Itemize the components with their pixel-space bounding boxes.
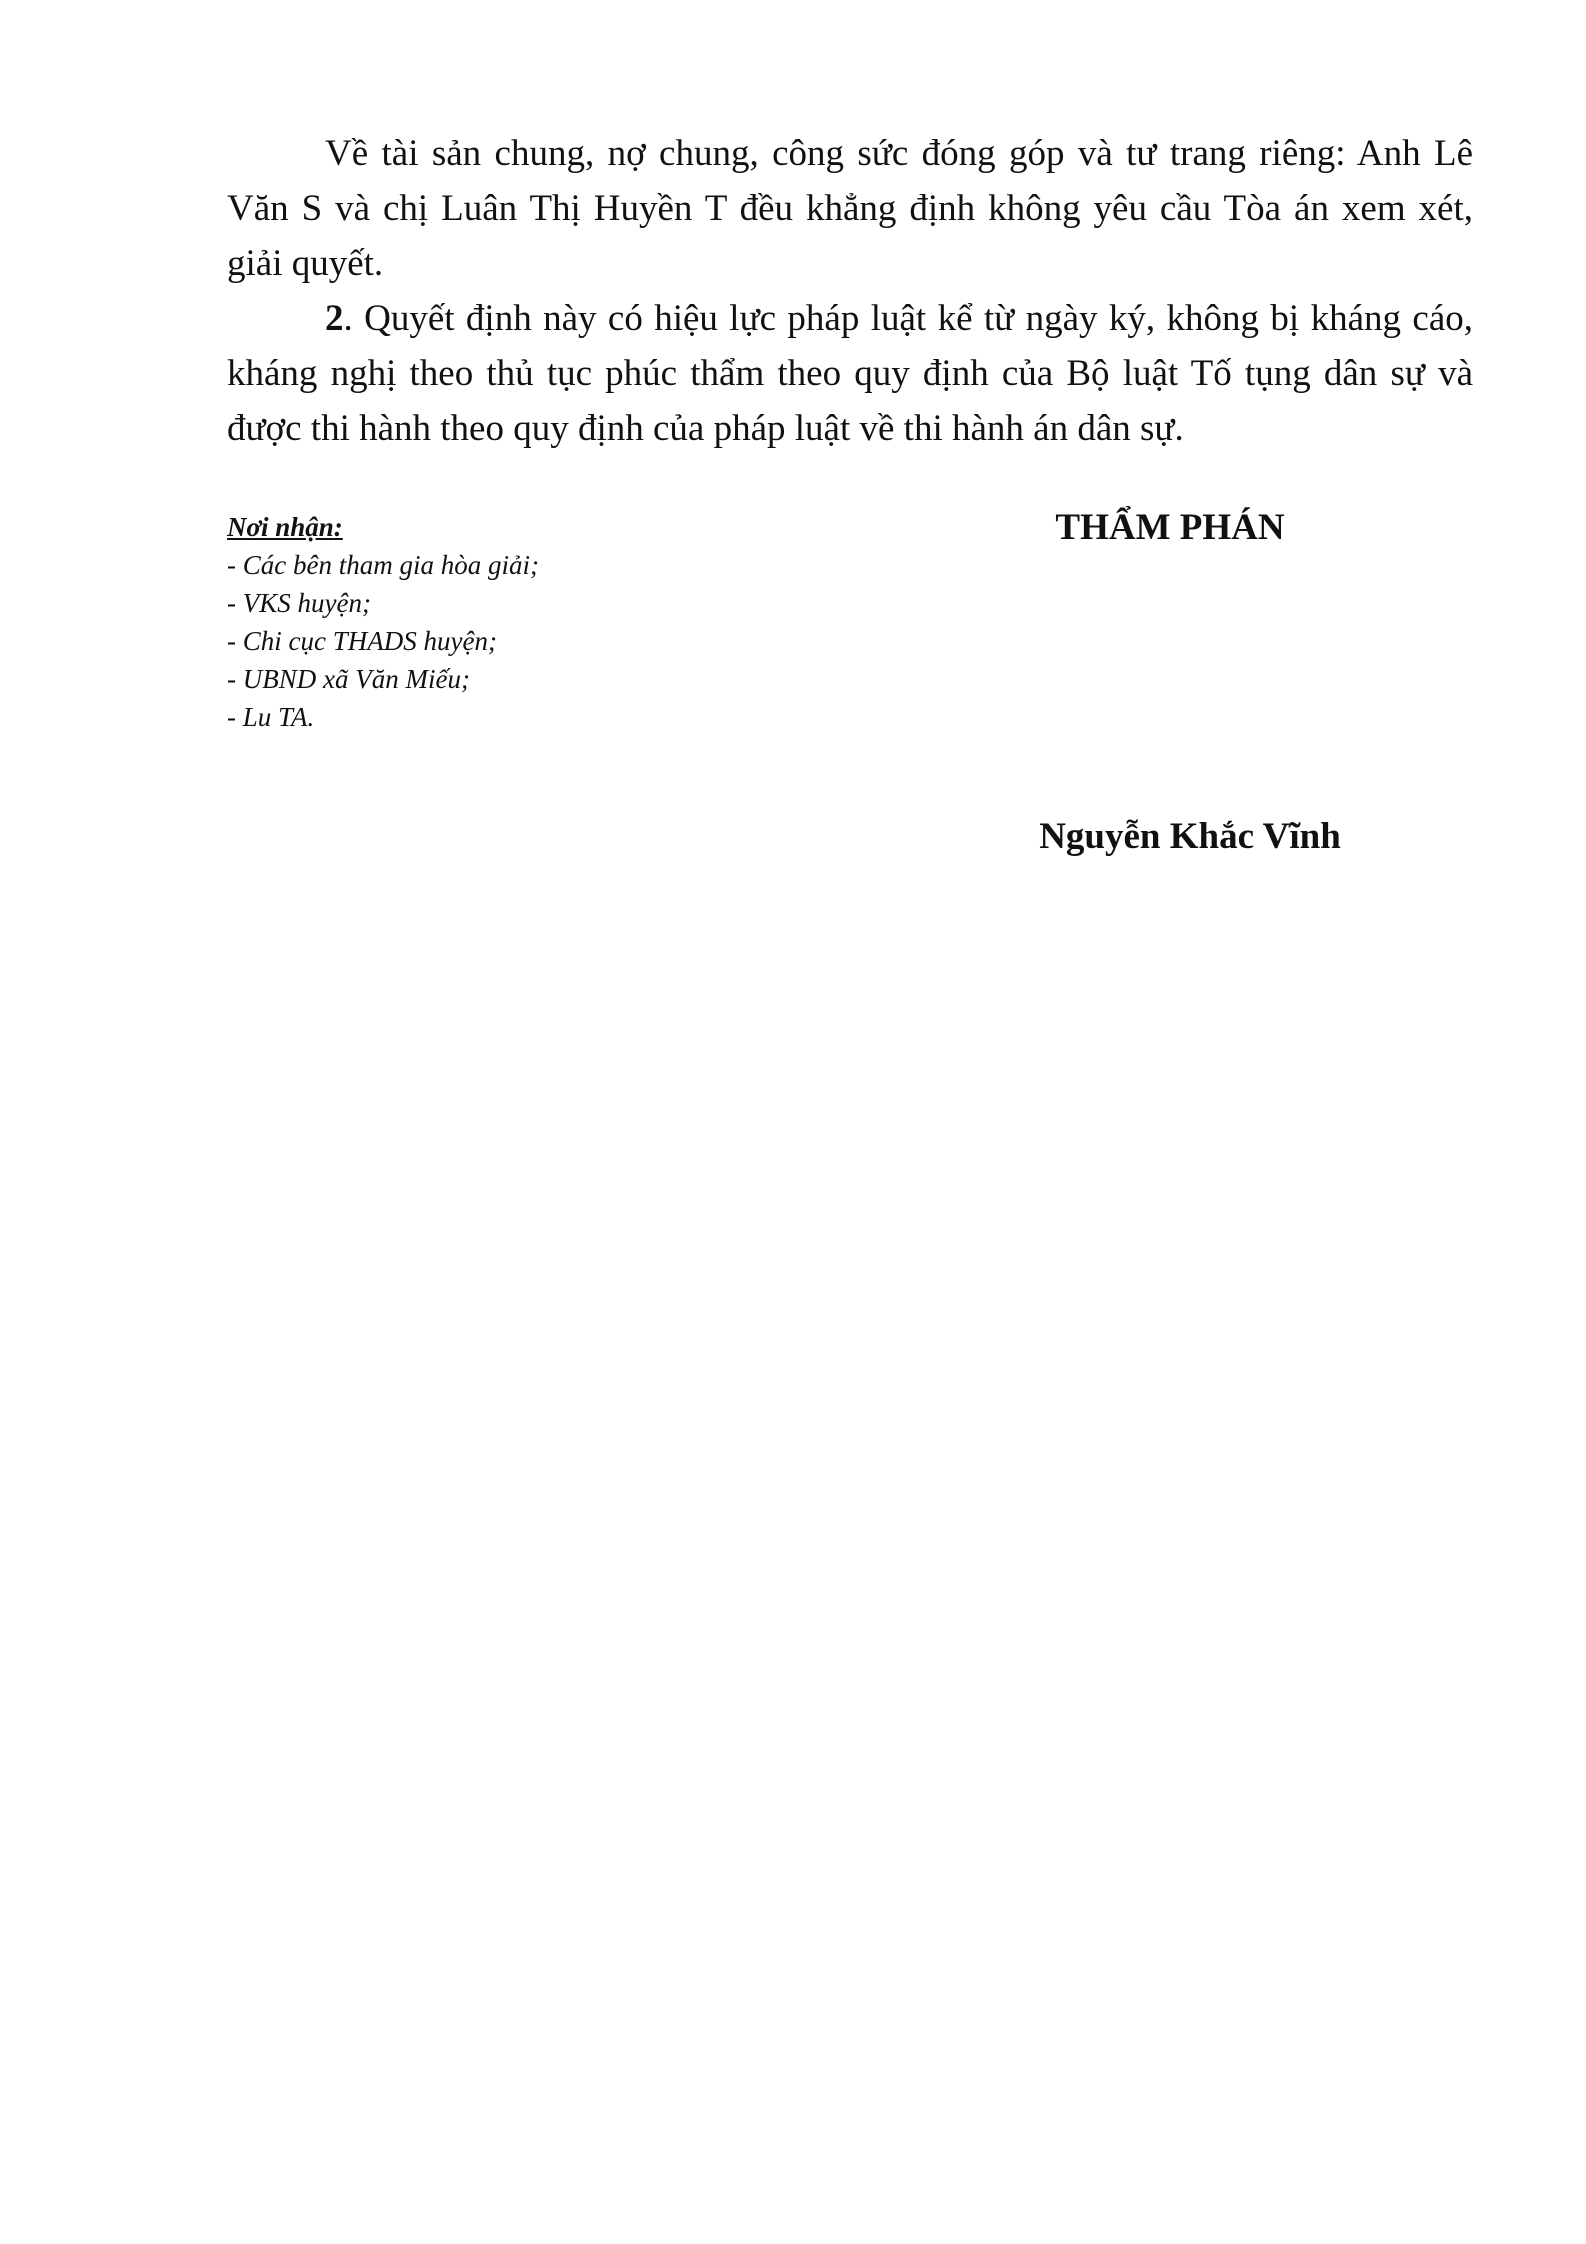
decision-body: [227, 126, 1473, 456]
recipient-item: - Chi cục THADS huyện;: [227, 626, 497, 656]
recipients-heading-line: [227, 508, 927, 546]
signer-name: Nguyễn Khắc Vĩnh: [1039, 816, 1341, 857]
recipient-item: - UBND xã Văn Miếu;: [227, 664, 470, 694]
recipients-block: [227, 508, 927, 736]
signature-title: THẨM PHÁN: [1055, 507, 1285, 548]
paragraph-effect: [227, 291, 1473, 456]
recipients-heading-colon: :: [333, 512, 343, 542]
paragraph-effect-text: . Quyết định này có hiệu lực pháp luật kể từ ngày ký, không bị kháng cáo, kháng nghị theo thủ tục phúc thẩm theo quy định của Bộ luật Tố tụng dân sự và được thi hành theo quy định của pháp luật về thi hành án dân sự.: [227, 298, 1473, 449]
recipient-item: - Các bên tham gia hòa giải;: [227, 550, 539, 580]
paragraph-number: 2: [325, 298, 344, 339]
recipients-heading: Nơi nhận: [227, 512, 334, 542]
recipient-item: - VKS huyện;: [227, 588, 371, 618]
paragraph-assets: [227, 126, 1473, 291]
recipient-item: - Lu TA.: [227, 702, 315, 732]
paragraph-assets-text: Về tài sản chung, nợ chung, công sức đóng góp và tư trang riêng: Anh Lê Văn S và chị Luân Thị Huyền T đều khẳng định không yêu cầu Tòa án xem xét, giải quyết.: [227, 133, 1473, 284]
